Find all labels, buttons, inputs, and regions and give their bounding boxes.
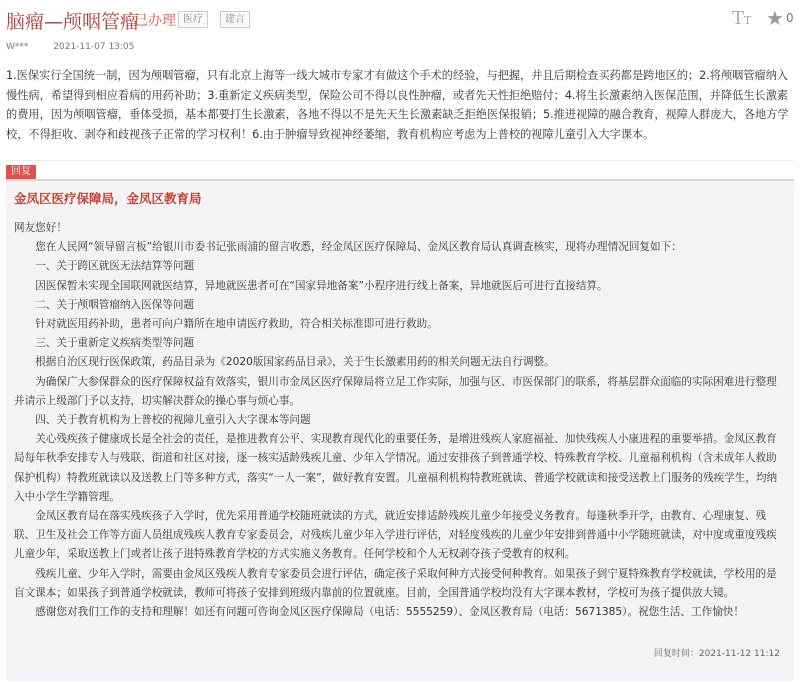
font-size-icon[interactable]: TT bbox=[732, 8, 752, 29]
reply-section-heading: 二、关于颅咽管瘤纳入医保等问题 bbox=[35, 298, 195, 311]
reply-closing: 感谢您对我们工作的支持和理解！如还有问题可咨询金凤区医疗保障局（电话：5555259）、金凤区教育局（电话：5671385）。祝您生活、工作愉快！ bbox=[35, 606, 744, 619]
reply-paragraph: 根据自治区现行医保政策，药品目录为《2020版国家药品目录》，关于生长激素用药的相关问题无法自行调整。 bbox=[35, 356, 555, 369]
author: W*** bbox=[6, 42, 29, 52]
reply-section-heading: 一、关于跨区就医无法结算等问题 bbox=[35, 260, 195, 273]
reply-section-heading: 四、关于教育机构为上普校的视障儿童引入大字课本等问题 bbox=[35, 414, 311, 427]
reply-paragraph: 针对就医用药补助，患者可向户籍所在地申请医疗救助，符合相关标准即可进行救助。 bbox=[35, 318, 438, 331]
star-icon[interactable]: ★ bbox=[766, 6, 784, 30]
reply-paragraph: 您在人民网“领导留言板”给银川市委书记张雨浦的留言收悉，经金凤区医疗保障局、金凤区教育局认真调查核实，现将办理情况回复如下： bbox=[35, 241, 682, 254]
header bbox=[6, 6, 796, 34]
divider bbox=[6, 160, 794, 161]
reply-box bbox=[6, 179, 794, 681]
status-label: 已办理 bbox=[134, 13, 176, 29]
reply-time: 回复时间：2021-11-12 11:12 bbox=[653, 649, 780, 659]
reply-body bbox=[14, 219, 784, 622]
reply-greeting: 网友您好！ bbox=[14, 222, 67, 234]
reply-paragraph: 残疾儿童、少年入学时，需要由金凤区残疾人教育专家委员会进行评估，确定孩子采取何种方式接受何种教育。如果孩子到宁夏特殊教育学校就读，学校用的是盲文课本；如果孩子到普通学校就读，教师可将孩子安排到班级内靠前的位置就座。目前，全国普通学校均没有大字课本教材，学校可为孩子提供放大镜。 bbox=[14, 567, 777, 599]
reply-badge: 回复 bbox=[6, 165, 36, 179]
star-count: 0 bbox=[786, 11, 794, 25]
reply-section-heading: 三、关于重新定义疾病类型等问题 bbox=[35, 337, 195, 350]
reply-paragraph: 为确保广大参保群众的医疗保障权益有效落实，银川市金凤区医疗保障局将立足工作实际，加强与区、市医保部门的联系，将基层群众面临的实际困难进行整理并请示上级部门予以支持，切实解决群众的操心事与烦心事。 bbox=[14, 375, 777, 407]
reply-paragraph: 因医保暂未实现全国联网就医结算，异地就医患者可在“国家异地备案”小程序进行线上备案，异地就医后可进行直接结算。 bbox=[35, 279, 608, 292]
reply-organization: 金凤区医疗保障局，金凤区教育局 bbox=[14, 191, 202, 206]
reply-paragraph: 金凤区教育局在落实残疾孩子入学时，优先采用普通学校随班就读的方式，就近安排适龄残疾儿童少年接受义务教育。每逢秋季开学，由教育、心理康复、残联、卫生及社会工作等方面人员组成残疾人教育专家委员会，对残疾儿童少年入学进行评估，对轻度残疾的儿童少年安排到普通中小学随班就读，对中度或重度残疾儿童少年，采取送教上门或者让孩子进特殊教育学校的方式实施义务教育。任何学校和个人无权剥夺孩子受教育的权利。 bbox=[14, 510, 777, 561]
question-text: 1.医保实行全国统一制，因为颅咽管瘤，只有北京上海等一线大城市专家才有做这个手术的经验，与把握，并且后期检查买药都是跨地区的；2.将颅咽管瘤纳入慢性病，希望得到相应看病的用药补助；3.重新定义疾病类型，保险公司不得以良性肿瘤，或者先天性拒绝赔付；4.将生长激素纳入医保范围，并降低生长激素的费用，因为颅咽管瘤，垂体受损，基本都要打生长激素，各地不得以不是先天生长激素缺乏拒绝医保报销；5.推进视障的融合教育，视障人群庞大，各地方学校，不得拒收、剥夺和歧视孩子正常的学习权利！6.由于肿瘤导致视神经萎缩，教育机构应考虑为上普校的视障儿童引入大字课本。 bbox=[6, 69, 789, 141]
page-title: 脑瘤—颅咽管瘤 bbox=[6, 11, 140, 33]
tag-suggestion[interactable]: 建言 bbox=[220, 11, 250, 28]
post-datetime: 2021-11-07 13:05 bbox=[53, 42, 135, 52]
reply-paragraph: 关心残疾孩子健康成长是全社会的责任，是推进教育公平、实现教育现代化的重要任务，是增进残疾人家庭福祉、加快残疾人小康进程的重要举措。金凤区教育局每年秋季安排专人与残联、街道和社区对接，逐一核实适龄残疾儿童、少年入学情况。通过安排孩子到普通学校、特殊教育学校、儿童福利机构（含未成年人救助保护机构）特教班就读以及送教上门等多种方式，落实“一人一案”，做好教育安置。儿童福利机构特教班就读、普通学校就读和接受送教上门服务的残疾学生，均纳入中小学生学籍管理。 bbox=[14, 433, 778, 503]
post-meta bbox=[6, 42, 134, 52]
tag-medical[interactable]: 医疗 bbox=[178, 11, 208, 28]
